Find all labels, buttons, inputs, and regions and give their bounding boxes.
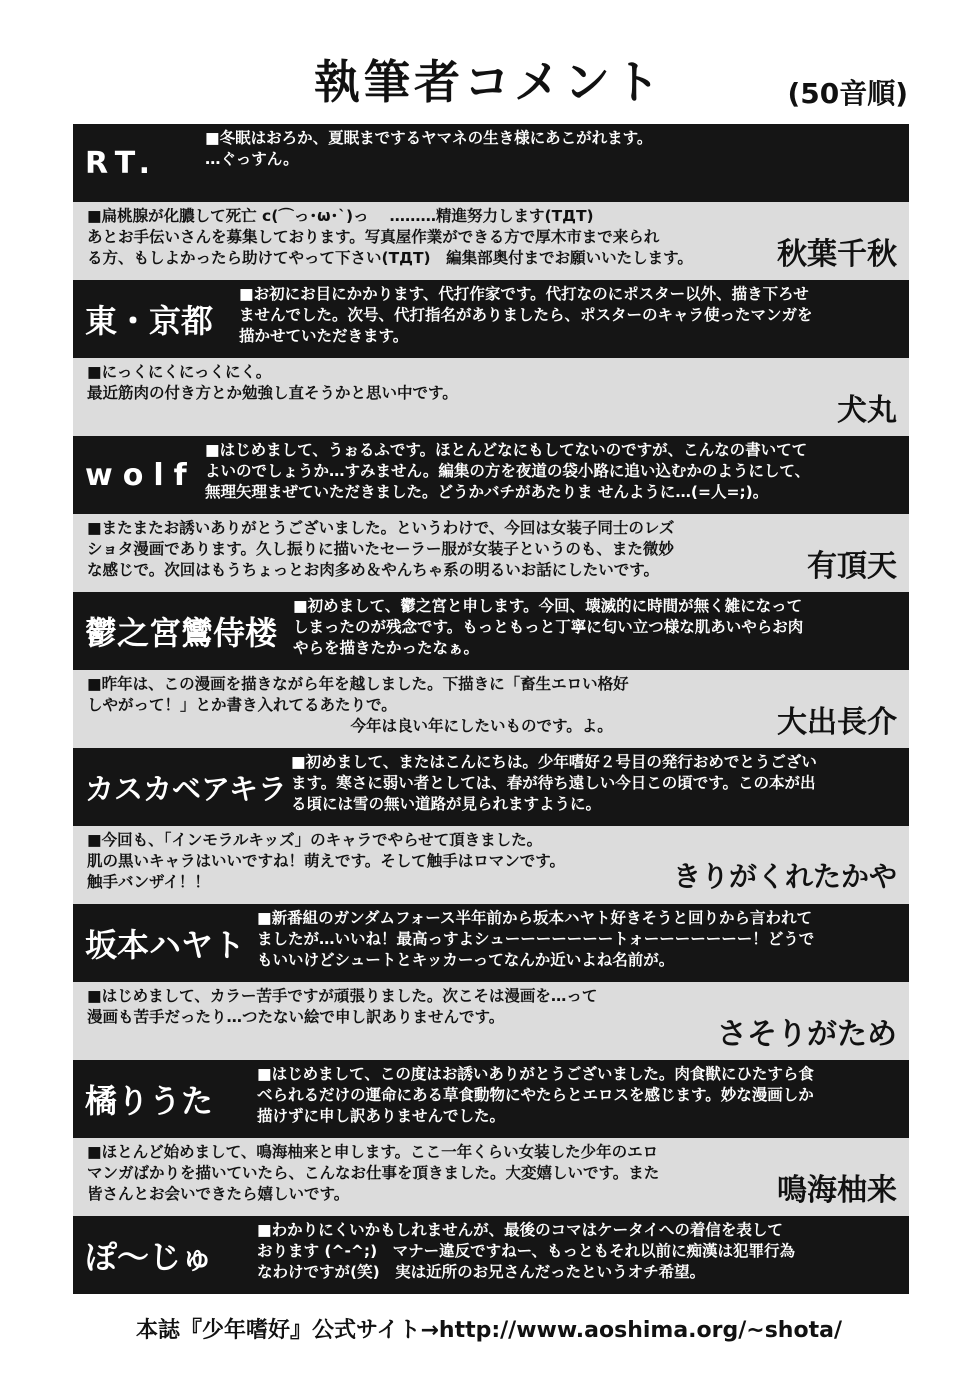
author-comment: ■お初にお目にかかります、代打作家です。代打なのにポスター以外、描き下ろせ ませんでした。次号、代打指名がありましたら、ポスターのキャラ使ったマンガを 描かせていただきます。 — [239, 285, 813, 345]
author-name: ぽ～じゅ — [85, 1238, 214, 1276]
author-name: 秋葉千秋 — [777, 237, 897, 272]
author-comment: ■冬眠はおろか、夏眠までするヤマネの生き様にあこがれます。 …ぐっすん。 — [205, 129, 653, 168]
author-name: 鳴海柚来 — [777, 1173, 897, 1208]
author-comment: ■またまたお誘いありがとうございました。というわけで、今回は女装子同士のレズ ショタ漫画であります。久し振りに描いたセーラー服が女装子というのも、また微妙 な感じで。次回はもうちょっとお肉多め＆やんちゃ系の明るいお話にしたいです。 — [87, 519, 675, 579]
author-comment: ■新番組のガンダムフォース半年前から坂本ハヤト好きそうと回りから言われて ましたが…いいね！最高っすよシューーーーーーートォーーーーーーー！どうで もいいけどシュートとキッカーってなんか近いよね名前が。 — [257, 909, 815, 969]
author-comment: ■初めまして、鬱之宮と申します。今回、壊滅的に時間が無く雑になって しまったのが残念です。もっともっと丁寧に匂い立つ様な肌あいやらお肉 やらを描きたかったなぁ。 — [293, 597, 804, 657]
page-title: 執筆者コメント — [314, 55, 664, 109]
comment-row — [73, 1216, 909, 1294]
author-comment: ■わかりにくいかもしれませんが、最後のコマはケータイへの着信を表して おります (^-^;) マナー違反ですねー、もっともそれ以前に痴漢は犯罪行為 なわけですが(笑) 実は近所のお兄さんだったというオチ希望。 — [257, 1221, 796, 1281]
author-name: 有頂天 — [807, 549, 897, 584]
comment-row — [73, 826, 909, 904]
author-name: 鬱之宮鸞侍楼 — [85, 614, 278, 652]
comment-row — [73, 514, 909, 592]
comment-row — [73, 436, 909, 514]
author-name: 東・京都 — [85, 302, 214, 340]
comment-row — [73, 904, 909, 982]
comment-row — [73, 280, 909, 358]
author-comment: ■はじめまして、うぉるふです。ほとんどなにもしてないのですが、こんなの書いてて よいのでしょうか…すみません。編集の方を夜道の袋小路に追い込むかのようにして、 無理矢理まぜていただきました。どうかバチがあたりま せんように…(=人=;)。 — [205, 441, 811, 501]
author-name: wolf — [85, 457, 197, 493]
comment-row — [73, 1060, 909, 1138]
comment-row — [73, 202, 909, 280]
site-link: 本誌『少年嗜好』公式サイト→http://www.aoshima.org/~shota/ — [136, 1318, 842, 1343]
author-name: きりがくれたかや — [672, 860, 897, 893]
comment-row — [73, 748, 909, 826]
comment-list — [73, 124, 909, 1294]
order-note: (50音順) — [787, 77, 908, 110]
author-name: 大出長介 — [777, 705, 897, 740]
author-comment: ■昨年は、この漫画を描きながら年を越しました。下描きに「畜生エロい格好 しやがって！」とか書き入れてるあたりで。 今年は良い年にしたいものです。よ。 — [87, 675, 629, 735]
author-name: RT. — [85, 145, 159, 181]
comment-row — [73, 1138, 909, 1216]
author-name: 橘りうた — [85, 1082, 214, 1120]
author-name: 坂本ハヤト — [85, 926, 246, 964]
comment-row — [73, 592, 909, 670]
author-name: 犬丸 — [837, 393, 897, 428]
comment-row — [73, 358, 909, 436]
author-comment: ■にっくにくにっくにく。 最近筋肉の付き方とか勉強し直そうかと思い中です。 — [87, 363, 458, 402]
author-comment: ■扁桃腺が化膿して死亡 c(⌒っ･ω･`)っ ………精進努力します(TДT) あとお手伝いさんを募集しております。写真屋作業ができる方で厚木市まで来られ る方、もしよかったら助けてやって下さい(TДT) 編集部奥付までお願いいたします。 — [87, 207, 693, 267]
author-comment: ■初めまして、またはこんにちは。少年嗜好２号目の発行おめでとうござい ます。寒さに弱い者としては、春が待ち遠しい今日この頃です。この本が出 る頃には雪の無い道路が見られますように。 — [291, 753, 817, 813]
author-name: カスカベアキラ — [85, 771, 287, 806]
author-comment: ■はじめまして、この度はお誘いありがとうございました。肉食獣にひたすら食 べられるだけの運命にある草食動物にやたらとエロスを感じます。妙な漫画しか 描けずに申し訳ありませんでした。 — [257, 1065, 814, 1125]
author-comment: ■今回も、「インモラルキッズ」のキャラでやらせて頂きました。 肌の黒いキャラはいいですね！萌えです。そして触手はロマンです。 触手バンザイ！！ — [87, 831, 566, 891]
author-comment: ■ほとんど始めまして、鳴海柚来と申します。ここ一年くらい女装した少年のエロ マンガばかりを描いていたら、こんなお仕事を頂きました。大変嬉しいです。また 皆さんとお会いできたら嬉しいです。 — [87, 1143, 660, 1203]
comment-row — [73, 670, 909, 748]
comment-row — [73, 982, 909, 1060]
author-name: さそりがため — [717, 1017, 897, 1052]
author-comment: ■はじめまして、カラー苦手ですが頑張りました。次こそは漫画を…って 漫画も苦手だったり…つたない絵で申し訳ありませんです。 — [87, 987, 598, 1026]
comment-row — [73, 124, 909, 202]
